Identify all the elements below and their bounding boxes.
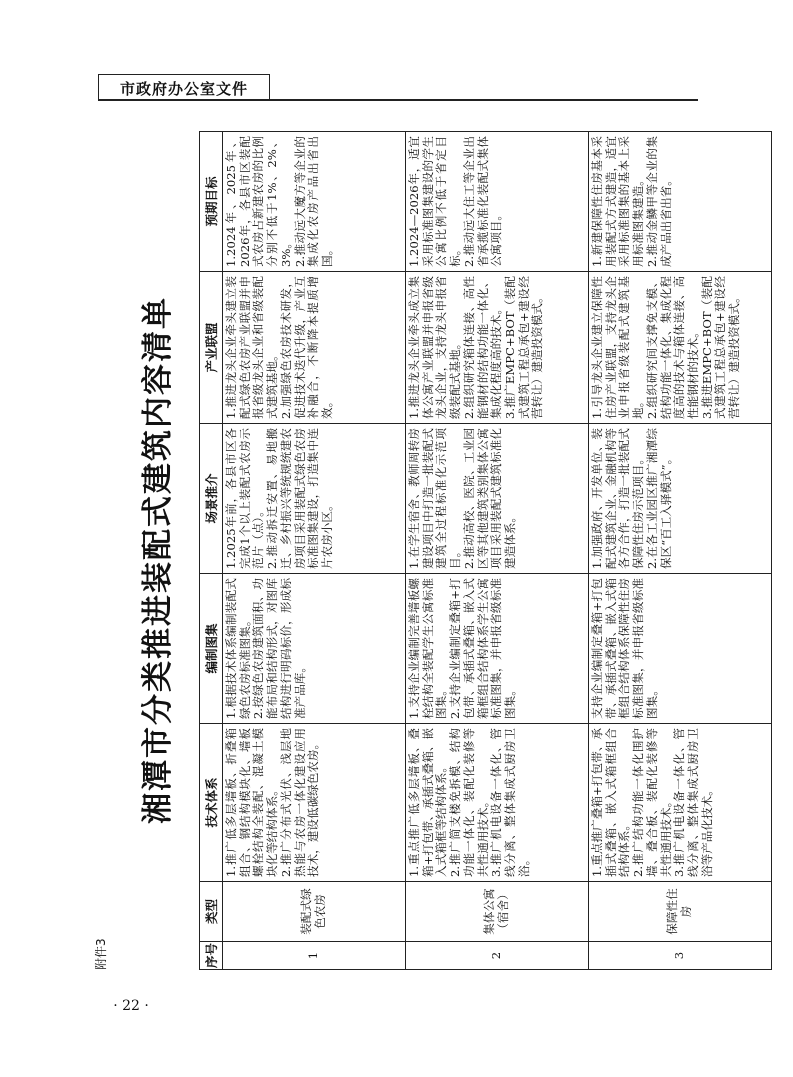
cell-alliance: 1.推进龙头企业牵头成立集体公寓产业联盟并申报省级龙头企业，支持龙头申报省级装配式基地。 2.组织研究箱体连接、高性能钢材的结构功能一体化、集成化程度高的技术。 3.推广EMPC+BOT（装配式建筑工程总承包+建设经营转让）建造投资模式。 [406,272,589,424]
cell-tech: 1.重点推广低多层墙板、叠箱+打包带、承插式叠箱、嵌入式箱框等结构体系。 2.推广简支楼免拆模、结构功能一体化、装配化装修等共性通用技术。 3.推广机电设备一体化、管线分离、整体集成式厨房卫浴。 [406,724,589,882]
cell-atlas: 1.支持企业编制完善墙板螺栓结构全装配学生公寓标准图集。 2.支持企业编制定叠箱+打包带、承插式叠箱、嵌入式箱框组合结构体系学生公寓标准图集，并申报省级标准图集。 [406,574,589,724]
page-title: 湘潭市分类推进装配式建筑内容清单 [140,296,176,824]
column-header: 序号 [200,942,223,970]
cell-number: 3 [589,942,772,970]
table-row [223,132,406,970]
cell-goal: 1.2024年、2025年、2026年，各县市区装配式农房占新建农房的比例分别不低于1%、2%、3%。 2.推动远大魔方等企业的集成化农房产品出省出国。 [223,132,406,272]
cell-atlas: 1.根据技术体系编制装配式绿色农房标准图集。 2.按绿色农房建筑面积、功能布局和结构形式，对图库结构进行明码标价，形成标准产品库。 [223,574,406,724]
cell-alliance: 1.推进龙头企业牵头建立装配式绿色农房产业联盟并申报省级龙头企业和省级装配式建筑基地。 2.加强绿色农房技术研发，促进技术迭代升级，产业互补融合，不断降本提质增效。 [223,272,406,424]
table-header-row [200,132,223,970]
cell-number: 2 [406,942,589,970]
column-header: 编制图集 [200,574,223,724]
header-rule [98,99,698,101]
cell-alliance: 1.引导龙头企业建立保障性住房产业联盟，支持龙头企业申报省级装配式建筑基地。 2.组织研究间支撑免支模、结构功能一体化、集成化程度高的技术与箱体连接、高性能钢材的技术。 3.推进EMPC+BOT（装配式建筑工程总承包+建设经营转让）建造投资模式。 [589,272,772,424]
cell-goal: 1.2024—2026年，适宜采用标准图集建设的学生公寓比例不低于省定目标。 2.推动远大住工等企业出省承揽标准化装配式集体公寓项目。 [406,132,589,272]
annex-label: 附件3 [94,938,108,970]
cell-scene: 1.2025年前，各县市区各完成1个以上装配式农房示范片（点）。 2.推动拆迁安置、易地搬迁、乡村振兴等统规统建农房项目采用装配式绿色农房标准图集建设，打造集中连片农房小区。 [223,424,406,574]
cell-tech: 1.重点推广叠箱+打包带、承插式叠箱、嵌入式箱框组合结构体系。 2.推广结构功能一体化围护墙、叠合板、装配化装修等共性通用技术。 3.推广机电设备一体化、管线分离、整体集成式厨房卫浴等产品化技术。 [589,724,772,882]
table-row [406,132,589,970]
cell-goal: 1.新建保障性住房基本采用装配式方式建造，适宜采用标准图集的基本上采用标准图集建造。 2.推动金鳞甲等企业的集成产品出省出省。 [589,132,772,272]
page-number: · 22 · [113,998,149,1014]
cell-type: 集体公寓（宿舍） [406,882,589,942]
rotated-content-sheet [92,130,742,970]
column-header: 场景推介 [200,424,223,574]
document-header-tab [98,74,270,101]
column-header: 产业联盟 [200,272,223,424]
table-row [589,132,772,970]
cell-type: 装配式绿色农房 [223,882,406,942]
cell-scene: 1.加强政府、开发单位、装配式建筑企业、金融机构等各方合作，打造一批装配式保障性住房示范项目。 2.在各工业园区推广湘潭综保区“百工入驿模式”。 [589,424,772,574]
cell-scene: 1.在学生宿舍、教师周转房建设项目中打造一批装配式建筑全过程标准化示范项目。 2.推动高校、医院、工业园区等其他建筑类别集体公寓项目采用装配式建筑标准化建造体系。 [406,424,589,574]
cell-number: 1 [223,942,406,970]
content-table [199,131,772,970]
cell-type: 保障性住房 [589,882,772,942]
cell-atlas: 支持企业编制定叠箱+打包带、承插式叠箱、嵌入式箱框组合结构体系保障性住房标准图集，并申报省级标准图集。 [589,574,772,724]
cell-tech: 1.推广低多层墙板、折叠箱组合、钢结构模块化、墙板螺栓结构全装配、混凝土模块化等结构体系。 2.推广分布式光伏、浅层地热能与农房一体化建设应用技术，建设低碳绿色农房。 [223,724,406,882]
column-header: 类型 [200,882,223,942]
header-tab-label: 市政府办公室文件 [119,79,248,98]
column-header: 预期目标 [200,132,223,272]
column-header: 技术体系 [200,724,223,882]
